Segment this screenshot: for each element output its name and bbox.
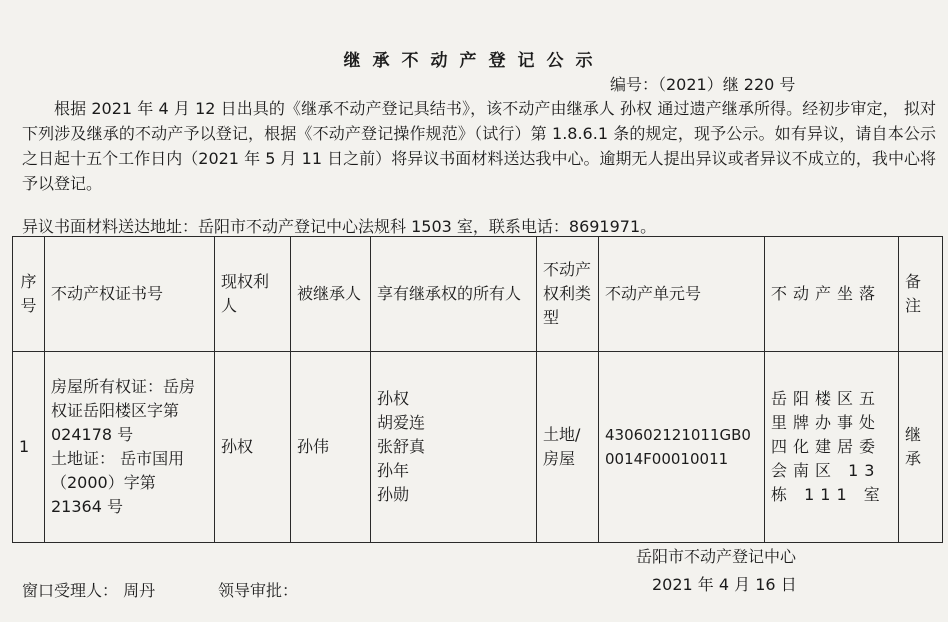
heir-name: 孙勋 [377, 485, 410, 504]
objection-address: 异议书面材料送达地址：岳阳市不动产登记中心法规科 1503 室，联系电话：8691971。 [22, 217, 657, 236]
header-owner: 现权利人 [215, 237, 291, 352]
inheritance-table [12, 236, 943, 543]
heir-name: 张舒真 [377, 437, 426, 456]
header-seq: 序号 [13, 237, 45, 352]
house-cert-text: 房屋所有权证：岳房权证岳阳楼区字第 024178 号 [51, 377, 196, 444]
cell-owner: 孙权 [215, 352, 291, 543]
document-number: 编号：（2021）继 220 号 [610, 75, 796, 94]
cell-location: 岳阳楼区五里牌办事处四化建居委会南区 13 栋 111 室 [765, 352, 899, 543]
cell-cert-no [45, 352, 215, 543]
cell-seq: 1 [13, 352, 45, 543]
table-row [13, 352, 943, 543]
table-header-row [13, 237, 943, 352]
issuing-organization: 岳阳市不动产登记中心 [636, 547, 797, 566]
header-location: 不动产坐落 [765, 237, 899, 352]
leader-approval: 领导审批： [218, 581, 299, 600]
document-title: 继承不动产登记公示 [343, 51, 605, 71]
header-right-type: 不动产权利类型 [537, 237, 599, 352]
cell-heirs [371, 352, 537, 543]
land-cert-text: 土地证： 岳市国用（2000）字第 21364 号 [51, 449, 185, 516]
header-heirs: 享有继承权的所有人 [371, 237, 537, 352]
header-decedent: 被继承人 [291, 237, 371, 352]
issue-date: 2021 年 4 月 16 日 [652, 575, 797, 594]
heir-name: 孙权 [377, 389, 410, 408]
heir-name: 孙年 [377, 461, 410, 480]
cell-unit-no: 430602121011GB00014F00010011 [599, 352, 765, 543]
cell-right-type: 土地/房屋 [537, 352, 599, 543]
cell-remark: 继承 [899, 352, 943, 543]
heir-name: 胡爱连 [377, 413, 426, 432]
window-receiver: 窗口受理人： 周丹 [22, 581, 156, 600]
header-remark: 备注 [899, 237, 943, 352]
cell-decedent: 孙伟 [291, 352, 371, 543]
header-unit-no: 不动产单元号 [599, 237, 765, 352]
notice-paragraph: 根据 2021 年 4 月 12 日出具的《继承不动产登记具结书》，该不动产由继承人 孙权 通过遗产继承所得。经初步审定， 拟对下列涉及继承的不动产予以登记，根据《不动产登记操作规范》（试行）第 1.8.6.1 条的规定，现予公示。如有异议，请自本公示之日起十五个工作日内（2021 年 5 月 11 日之前）将异议书面材料送达我中心。逾期无人提出异议或者异议不成立的，我中心将予以登记。 [22, 99, 936, 193]
header-cert-no: 不动产权证书号 [45, 237, 215, 352]
